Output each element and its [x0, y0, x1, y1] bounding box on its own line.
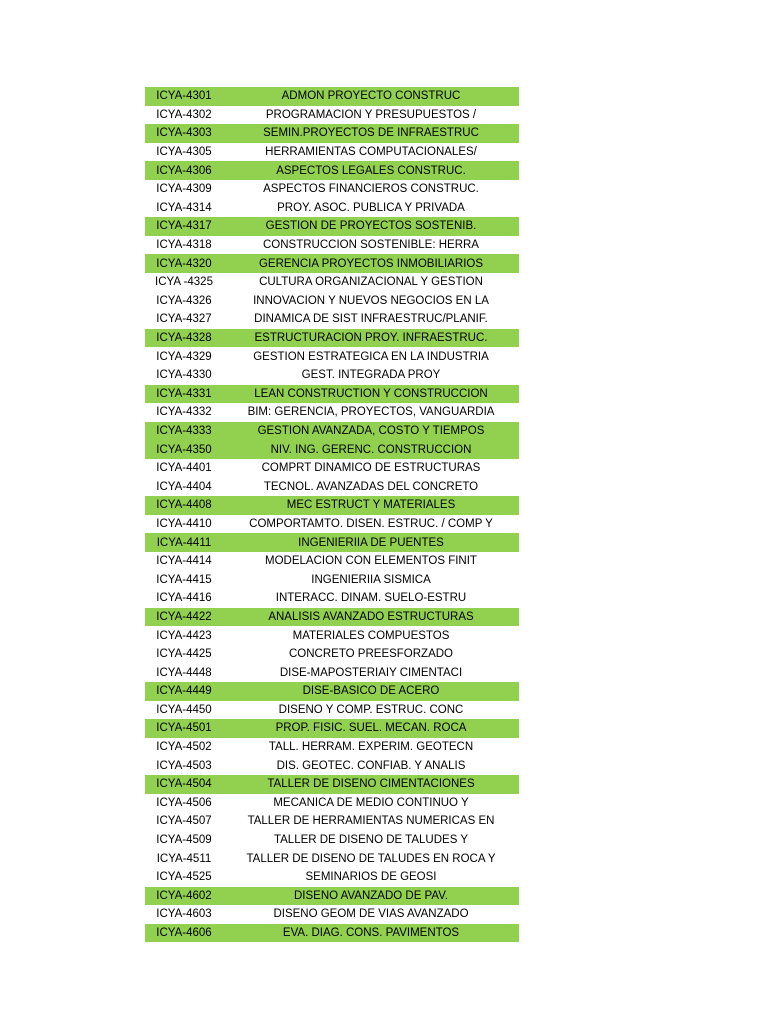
table-row [145, 645, 519, 664]
course-code: ICYA-4603 [156, 908, 212, 921]
course-name: COMPRT DINÁMICO DE ESTRUCTURAS [261, 462, 481, 475]
table-row [145, 849, 519, 868]
course-code: ICYA-4301 [156, 90, 212, 103]
course-code: ICYA-4309 [156, 183, 212, 196]
table-row [145, 775, 519, 794]
table-row [145, 570, 519, 589]
course-name: TALLER DE DISEÑO DE TALUDES EN ROCA Y [246, 852, 496, 865]
course-code: ICYA-4404 [156, 480, 212, 493]
course-name: DISEÑO Y COMP. ESTRUC. CONC [278, 703, 464, 716]
course-code: ICYA-4415 [156, 573, 212, 586]
course-name: MECÁNICA DE MEDIO CONTINUO Y [273, 796, 469, 809]
course-code: ICYA-4317 [156, 220, 212, 233]
course-code: ICYA-4606 [156, 927, 212, 940]
course-name: TALLER DE DISEÑO CIMENTACIONES [267, 778, 475, 791]
table-row [145, 106, 519, 125]
course-name: LEAN CONSTRUCTION Y CONSTRUCCIÓN [254, 387, 488, 400]
course-name: GESTIÓN DE PROYECTOS SOSTENIB. [265, 220, 477, 233]
course-name: CONSTRUCCIÓN SOSTENIBLE: HERRA [263, 239, 479, 252]
course-name: INGENIERIÍA SÍSMICA [311, 573, 431, 586]
table-row [145, 124, 519, 143]
course-name: ANÁLISIS AVANZADO ESTRUCTURAS [268, 610, 474, 623]
table-row [145, 812, 519, 831]
course-name: PROY. ASOC. PÚBLICA Y PRIVADA [277, 201, 465, 214]
course-name: TALLER DE HERRAMIENTAS NUMÉRICAS EN [247, 815, 495, 828]
course-name: SEMINARIOS DE GEOSI [305, 871, 437, 884]
course-name: ASPECTOS LEGALES CONSTRUC. [276, 164, 466, 177]
course-code: ICYA-4318 [156, 239, 212, 252]
course-name: INGENIERIÍA DE PUENTES [298, 536, 444, 549]
table-row [145, 477, 519, 496]
table-row [145, 329, 519, 348]
course-code: ICYA-4330 [156, 369, 212, 382]
course-name: CONCRETO PREESFORZADO [289, 648, 453, 661]
course-code: ICYA-4314 [156, 201, 212, 214]
course-name: NIV. ING. GERENC. CONSTRUCCIÓN [270, 443, 472, 456]
table-row [145, 254, 519, 273]
table-row [145, 496, 519, 515]
table-row [145, 552, 519, 571]
course-code: ICYA-4509 [156, 834, 212, 847]
course-name: SEMIN.PROYECTOS DE INFRAESTRUC [263, 127, 479, 140]
course-code: ICYA-4416 [156, 592, 212, 605]
course-name: ADMON PROYECTO CONSTRUC [281, 90, 461, 103]
course-name: DISEÑO GEOM DE VÍAS AVANZADO [273, 908, 469, 921]
table-row [145, 887, 519, 906]
course-name: DISEÑO AVANZADO DE PAV. [293, 889, 448, 902]
course-name: CULTURA ORGANIZACIONAL Y GESTIÓN [259, 276, 483, 289]
course-code: ICYA-4328 [156, 332, 212, 345]
table-row [145, 310, 519, 329]
course-name: INTERACC. DINAM. SUELO-ESTRU [275, 592, 467, 605]
course-name: TECNOL. AVANZADAS DEL CONCRETO [263, 480, 479, 493]
course-code: ICYA-4411 [156, 536, 212, 549]
course-table [145, 87, 519, 942]
course-name: INNOVACIÓN Y NUEVOS NEGOCIOS EN LA [253, 294, 489, 307]
course-code: ICYA-4422 [156, 610, 212, 623]
table-row [145, 589, 519, 608]
course-code: ICYA-4306 [156, 164, 212, 177]
course-code: ICYA-4302 [156, 108, 212, 121]
course-code: ICYA-4506 [156, 796, 212, 809]
course-code: ICYA-4408 [156, 499, 212, 512]
table-row [145, 161, 519, 180]
table-row [145, 626, 519, 645]
course-code: ICYA-4320 [156, 257, 212, 270]
table-row [145, 180, 519, 199]
table-row [145, 236, 519, 255]
table-row [145, 199, 519, 218]
course-name: DIS. GEOTEC. CONFIAB. Y ANALIS [276, 759, 466, 772]
course-code: ICYA-4332 [156, 406, 212, 419]
course-code: ICYA-4305 [156, 146, 212, 159]
table-row [145, 143, 519, 162]
course-code: ICYA-4449 [156, 685, 212, 698]
table-row [145, 701, 519, 720]
table-row [145, 738, 519, 757]
course-code: ICYA-4331 [156, 387, 212, 400]
course-code: ICYA-4423 [156, 629, 212, 642]
table-row [145, 515, 519, 534]
table-row [145, 422, 519, 441]
table-row [145, 87, 519, 106]
table-row [145, 756, 519, 775]
course-code: ICYA-4401 [156, 462, 212, 475]
course-name: PROP. FISIC. SUEL. MECAN. ROCA [275, 722, 467, 735]
course-name: MATERIALES COMPUESTOS [292, 629, 450, 642]
course-code: ICYA-4303 [156, 127, 212, 140]
table-row [145, 459, 519, 478]
table-row [145, 217, 519, 236]
table-row [145, 292, 519, 311]
course-code: ICYA-4327 [156, 313, 212, 326]
course-code: ICYA-4525 [156, 871, 212, 884]
table-row [145, 440, 519, 459]
course-name: ASPECTOS FINANCIEROS CONSTRUC. [263, 183, 479, 196]
course-code: ICYA-4450 [156, 703, 212, 716]
table-row [145, 831, 519, 850]
course-name: PROGRAMACIÓN Y PRESUPUESTOS / [265, 108, 477, 121]
course-name: DINÁMICA DE SIST INFRAESTRUC/PLANIF. [254, 313, 488, 326]
course-code: ICYA-4425 [156, 648, 212, 661]
course-name: GESTIÓN AVANZADA, COSTO Y TIEMPOS [257, 424, 485, 437]
course-code: ICYA-4410 [156, 517, 212, 530]
table-row [145, 719, 519, 738]
table-row [145, 682, 519, 701]
course-name: MODELACIÓN CON ELEMENTOS FINIT [265, 555, 477, 568]
table-row [145, 347, 519, 366]
course-name: DISE-MAPOSTERIAÍY CIMENTACI [279, 666, 463, 679]
table-row [145, 794, 519, 813]
course-code: ICYA-4414 [156, 555, 212, 568]
table-row [145, 663, 519, 682]
table-row [145, 366, 519, 385]
course-name: GEST. INTEGRADA PROY [301, 369, 441, 382]
table-row [145, 385, 519, 404]
course-name: MEC ESTRUCT Y MATERIALES [286, 499, 456, 512]
table-row [145, 533, 519, 552]
course-code: ICYA-4504 [156, 778, 212, 791]
course-name: GESTIÓN ESTRATÉGICA EN LA INDUSTRIA [253, 350, 489, 363]
course-name: DISE-BÁSICO DE ACERO [302, 685, 440, 698]
course-code: ICYA-4350 [156, 443, 212, 456]
course-code: ICYA-4502 [156, 741, 212, 754]
course-name: EVA. DIAG. CONS. PAVIMENTOS [282, 927, 460, 940]
table-row [145, 868, 519, 887]
table-row [145, 924, 519, 943]
table-row [145, 905, 519, 924]
course-name: ESTRUCTURACIÓN PROY. INFRAESTRUC. [254, 332, 488, 345]
course-name: BIM: GERENCIA, PROYECTOS, VANGUARDIA [247, 406, 495, 419]
course-name: HERRAMIENTAS COMPUTACIONALES/ [265, 146, 477, 159]
course-code: ICYA-4507 [156, 815, 212, 828]
course-code: ICYA-4503 [156, 759, 212, 772]
course-name: TALL. HERRAM. EXPERIM. GEOTECN [268, 741, 474, 754]
course-code: ICYA-4501 [156, 722, 212, 735]
course-code: ICYA-4326 [156, 294, 212, 307]
course-code: ICYA-4602 [156, 889, 212, 902]
course-code: ICYA-4333 [156, 424, 212, 437]
table-row [145, 608, 519, 627]
course-name: GERENCIA PROYECTOS INMOBILIARIOS [258, 257, 484, 270]
course-name: TALLER DE DISEÑO DE TALUDES Y [273, 834, 469, 847]
table-row [145, 403, 519, 422]
table-row [145, 273, 519, 292]
course-code: ICYA-4511 [156, 852, 212, 865]
course-code: ICYA -4325 [155, 276, 213, 289]
course-code: ICYA-4448 [156, 666, 212, 679]
course-name: COMPORTAMTO. DISEÑ. ESTRUC. / COMP Y [249, 517, 493, 530]
course-code: ICYA-4329 [156, 350, 212, 363]
